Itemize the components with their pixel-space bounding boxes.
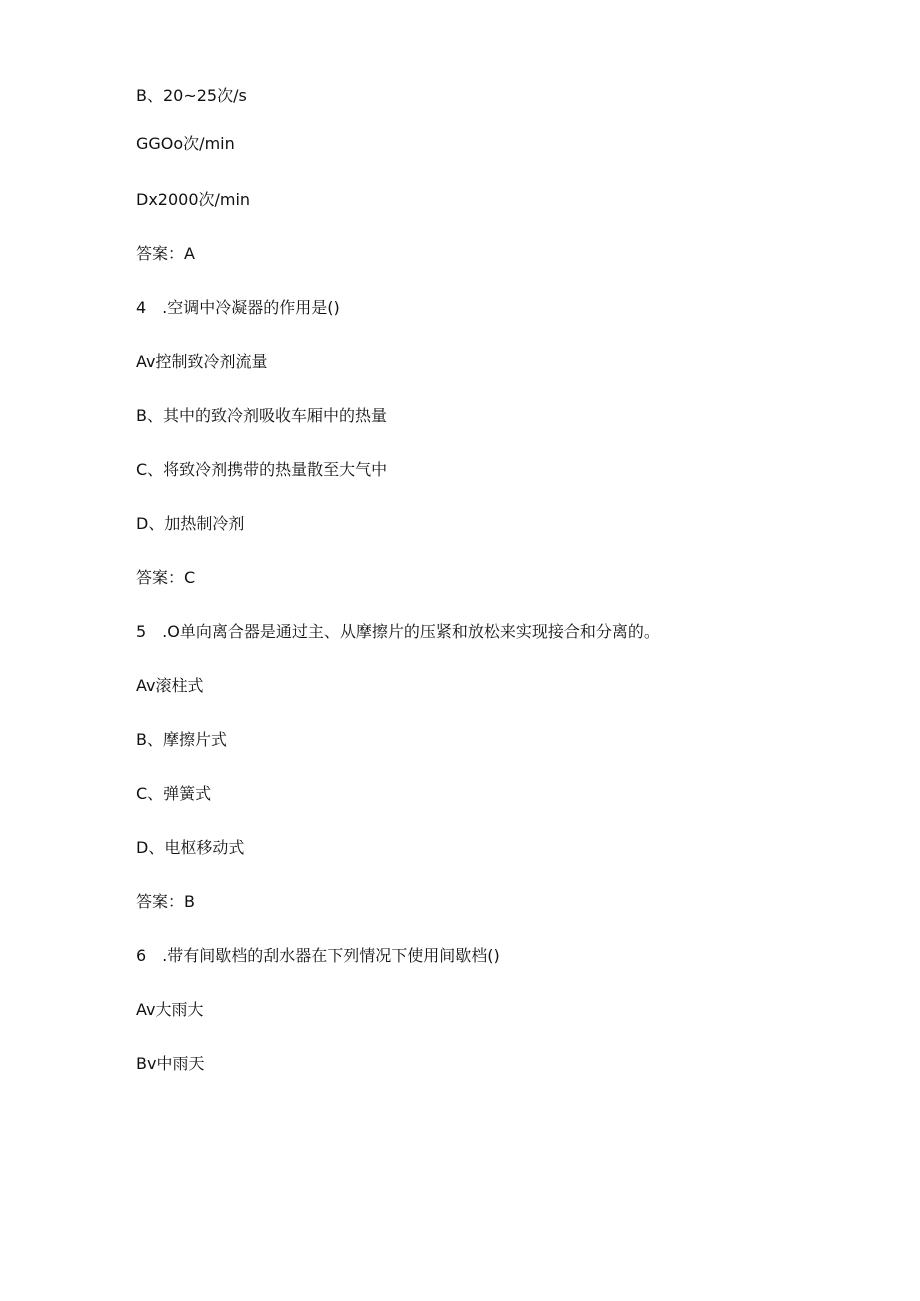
q6-option-b: Bv中雨天 [136,1054,205,1073]
option-b-frequency: B、20~25次/s [136,86,247,105]
question-5: 5 .O单向离合器是通过主、从摩擦片的压紧和放松来实现接合和分离的。 [136,622,660,641]
answer-q4: 答案：C [136,568,196,587]
option-d-frequency: Dx2000次/min [136,190,251,209]
question-4: 4 .空调中冷凝器的作用是() [136,298,340,317]
question-6: 6 .带有间歇档的刮水器在下列情况下使用间歇档() [136,946,500,965]
q5-option-a: Av滚柱式 [136,676,204,695]
answer-q5: 答案：B [136,892,195,911]
q5-option-b: B、摩擦片式 [136,730,227,749]
q6-option-a: Av大雨大 [136,1000,204,1019]
q4-option-b: B、其中的致冷剂吸收车厢中的热量 [136,406,387,425]
q4-option-a: Av控制致冷剂流量 [136,352,268,371]
q4-option-d: D、加热制冷剂 [136,514,245,533]
q4-option-c: C、将致冷剂携带的热量散至大气中 [136,460,388,479]
answer-q3: 答案：A [136,244,195,263]
q5-option-d: D、电枢移动式 [136,838,245,857]
q5-option-c: C、弹簧式 [136,784,212,803]
option-c-frequency: GGOo次/min [136,134,235,153]
